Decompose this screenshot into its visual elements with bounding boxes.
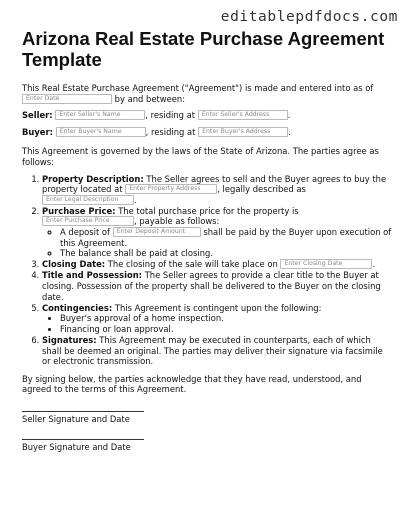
seller-line	[22, 110, 392, 121]
title-possession-text: The Seller agrees to provide a clear title to the Buyer at closing. Possession of the property shall be delivered to the Buyer on the closing date.	[42, 270, 381, 302]
signatures-heading: Signatures:	[42, 334, 97, 345]
contingencies-heading: Contingencies:	[42, 302, 113, 313]
buyer-line	[22, 127, 392, 138]
buyer-signature-block	[22, 439, 392, 452]
buyer-residing-text: , residing at	[145, 126, 196, 137]
buyer-end: .	[288, 126, 291, 137]
intro-text-before: This Real Estate Purchase Agreement ("Agreement") is made and entered into as of	[22, 83, 374, 93]
price-text-1: The total purchase price for the property is	[115, 205, 299, 216]
purchase-price-field[interactable]: Enter Purchase Price	[42, 216, 134, 226]
property-address-field[interactable]: Enter Property Address	[125, 184, 217, 194]
property-text-2: , legally described as	[217, 184, 306, 195]
buyer-signature-label: Buyer Signature and Date	[22, 441, 131, 452]
signing-acknowledgement: By signing below, the parties acknowledge that they have read, understood, and agreed to the terms of this Agreement.	[22, 373, 362, 395]
term-signatures	[42, 335, 392, 367]
term-contingencies	[42, 303, 392, 335]
intro-paragraph	[22, 83, 392, 104]
deposit-item	[60, 227, 392, 248]
property-heading: Property Description:	[42, 173, 144, 184]
deposit-text-before: A deposit of	[60, 227, 111, 238]
intro-text-after: by and between:	[114, 93, 186, 104]
closing-end: .	[372, 259, 376, 270]
closing-date-field[interactable]: Enter Closing Date	[280, 259, 372, 269]
buyer-signature-line[interactable]	[22, 439, 144, 440]
document-page	[22, 28, 392, 452]
price-heading: Purchase Price:	[42, 205, 116, 216]
closing-text: The closing of the sale will take place on	[105, 259, 278, 270]
seller-end: .	[287, 110, 291, 121]
property-text-1: The Seller agrees to sell and the Buyer agrees to buy the property located at	[42, 173, 387, 195]
payment-terms-list	[42, 227, 392, 259]
buyer-address-field[interactable]: Enter Buyer's Address	[198, 127, 288, 137]
buyer-name-field[interactable]: Enter Buyer's Name	[56, 127, 146, 137]
price-text-2: , payable as follows:	[134, 216, 220, 227]
buyer-label: Buyer:	[22, 126, 53, 137]
term-title-possession	[42, 270, 392, 302]
seller-address-field[interactable]: Enter Seller's Address	[198, 110, 288, 120]
deposit-amount-field[interactable]: Enter Deposit Amount	[113, 227, 201, 237]
watermark: editablepdfdocs.com	[220, 9, 398, 25]
legal-description-field[interactable]: Enter Legal Description	[42, 195, 134, 205]
contingency-item: • Buyer's approval of a home inspection.	[60, 313, 392, 324]
seller-signature-line[interactable]	[22, 411, 144, 412]
agreement-date-field[interactable]: Enter Date	[22, 94, 112, 104]
balance-item: ◦ The balance shall be paid at closing.	[60, 248, 392, 259]
contingency-item: • Financing or loan approval.	[60, 324, 392, 335]
term-property-description	[42, 174, 392, 206]
document-title: Arizona Real Estate Purchase Agreement Template	[22, 28, 385, 70]
seller-name-field[interactable]: Enter Seller's Name	[55, 110, 145, 120]
deposit-text-after: shall be paid by the Buyer upon execution of this Agreement.	[60, 227, 392, 248]
term-purchase-price	[42, 206, 392, 259]
governing-law-paragraph: This Agreement is governed by the laws of the State of Arizona. The parties agree as follows:	[22, 146, 379, 167]
term-closing-date	[42, 259, 392, 270]
title-possession-heading: Title and Possession:	[42, 270, 143, 281]
contingencies-list	[42, 313, 392, 334]
closing-heading: Closing Date:	[42, 259, 106, 270]
seller-signature-label: Seller Signature and Date	[22, 413, 130, 424]
seller-label: Seller:	[22, 110, 53, 121]
contingencies-text: This Agreement is contingent upon the following:	[112, 302, 322, 313]
signatures-text: This Agreement may be executed in counterparts, each of which shall be deemed an original. The parties may deliver their signature via facsimile or electronic transmission.	[42, 334, 383, 367]
terms-list	[22, 174, 392, 367]
seller-residing-text: , residing at	[145, 110, 196, 121]
property-end: .	[134, 194, 137, 205]
seller-signature-block	[22, 411, 392, 424]
